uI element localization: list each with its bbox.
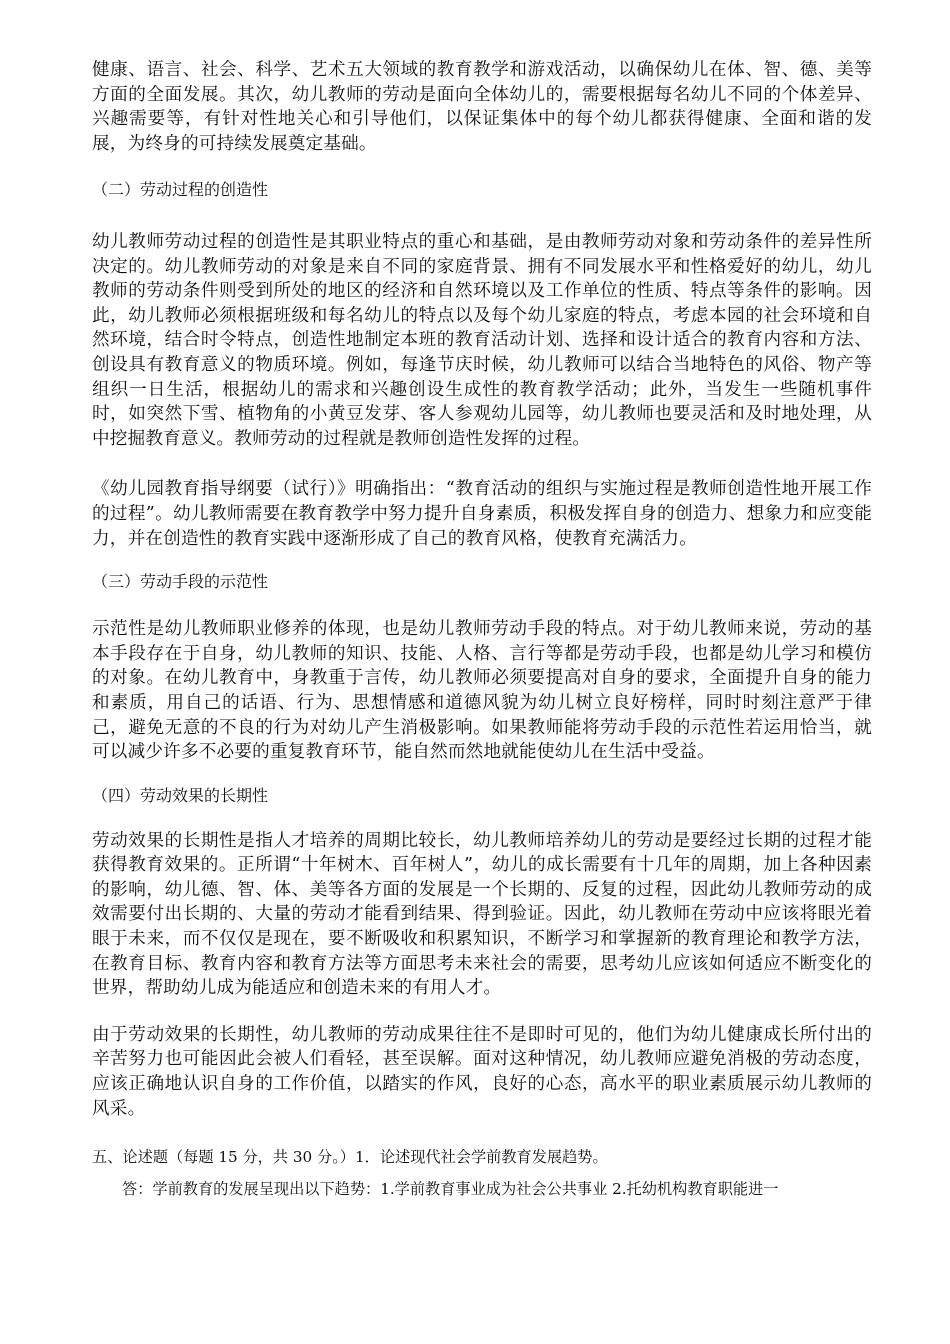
paragraph-guideline-quote: 《幼儿园教育指导纲要（试行）》明确指出：“教育活动的组织与实施过程是教师创造性地开展工作的过程”。幼儿教师需要在教育教学中努力提升自身素质，积极发挥自身的创造力、想象力和应变能力，并在创造性的教育实践中逐渐形成了自己的教育风格，使教育充满活力。 — [92, 479, 872, 549]
paragraph-long-term-results: 由于劳动效果的长期性，幼儿教师的劳动成果往往不是即时可见的，他们为幼儿健康成长所付出的辛苦努力也可能因此会被人们看轻，甚至误解。面对这种情况，幼儿教师应避免消极的劳动态度，应该正确地认识自身的工作价值，以踏实的作风，良好的心态，高水平的职业素质展示幼儿教师的风采。 — [92, 1024, 872, 1119]
answer-text: 答：学前教育的发展呈现出以下趋势：1.学前教育事业成为社会公共事业 2.托幼机构教育职能进一 — [122, 1180, 779, 1199]
section-heading-demonstration: （三）劳动手段的示范性 — [92, 572, 269, 592]
paragraph-continued: 健康、语言、社会、科学、艺术五大领域的教育教学和游戏活动，以确保幼儿在体、智、德、美等方面的全面发展。其次，幼儿教师的劳动是面向全体幼儿的，需要根据每名幼儿不同的个体差异、兴趣需要等，有针对性地关心和引导他们，以保证集体中的每个幼儿都获得健康、全面和谐的发展，为终身的可持续发展奠定基础。 — [92, 60, 872, 154]
paragraph-long-term: 劳动效果的长期性是指人才培养的周期比较长，幼儿教师培养幼儿的劳动是要经过长期的过程才能获得教育效果的。正所谓“十年树木、百年树人”，幼儿的成长需要有十几年的周期，加上各种因素的影响，幼儿德、智、体、美等各方面的发展是一个长期的、反复的过程，因此幼儿教师劳动的成效需要付出长期的、大量的劳动才能看到结果、得到验证。因此，幼儿教师在劳动中应该将眼光着眼于未来，而不仅仅是现在，要不断吸收和积累知识，不断学习和掌握新的教育理论和教学方法，在教育目标、教育内容和教育方法等方面思考未来社会的需要，思考幼儿应该如何适应不断变化的世界，帮助幼儿成为能适应和创造未来的有用人才。 — [92, 830, 872, 999]
paragraph-creativity: 幼儿教师劳动过程的创造性是其职业特点的重心和基础，是由教师劳动对象和劳动条件的差异性所决定的。幼儿教师劳动的对象是来自不同的家庭背景、拥有不同发展水平和性格爱好的幼儿，幼儿教师的劳动条件则受到所处的地区的经济和自然环境以及工作单位的性质、特点等条件的影响。因此，幼儿教师必须根据班级和每名幼儿的特点以及每个幼儿家庭的特点，考虑本园的社会环境和自然环境，结合时令特点，创造性地制定本班的教育活动计划、选择和设计适合的教育内容和方法、创设具有教育意义的物质环境。例如，每逢节庆时候，幼儿教师可以结合当地特色的风俗、物产等组织一日生活，根据幼儿的需求和兴趣创设生成性的教育教学活动；此外，当发生一些随机事件时，如突然下雪、植物角的小黄豆发芽、客人参观幼儿园等，幼儿教师也要灵活和及时地处理，从中挖掘教育意义。教师劳动的过程就是教师创造性发挥的过程。 — [92, 232, 872, 449]
section-heading-creativity: （二）劳动过程的创造性 — [92, 180, 269, 199]
paragraph-demonstration: 示范性是幼儿教师职业修养的体现，也是幼儿教师劳动手段的特点。对于幼儿教师来说，劳动的基本手段存在于自身，幼儿教师的知识、技能、人格、言行等都是劳动手段，也都是幼儿学习和模仿的对象。在幼儿教育中，身教重于言传，幼儿教师必须要提高对自身的要求，全面提升自身的能力和素质，用自己的话语、行为、思想情感和道德风貌为幼儿树立良好榜样，同时时刻注意严于律己，避免无意的不良的行为对幼儿产生消极影响。如果教师能将劳动手段的示范性若运用恰当，就可以减少许多不必要的重复教育环节，能自然而然地就能使幼儿在生活中受益。 — [92, 619, 872, 763]
document-page — [92, 58, 872, 1199]
section-heading-long-term: （四）劳动效果的长期性 — [92, 785, 269, 805]
essay-question: 五、论述题（每题 15 分，共 30 分。）1．论述现代社会学前教育发展趋势。 — [92, 1148, 608, 1167]
